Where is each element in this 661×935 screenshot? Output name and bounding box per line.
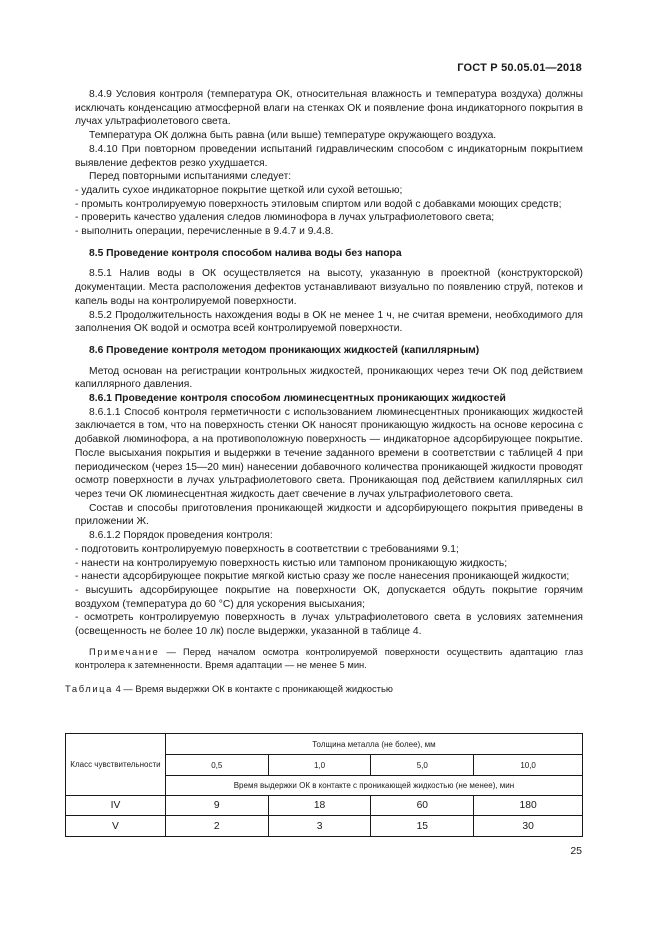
table-header-class: Класс чувствительности	[66, 734, 166, 796]
table-caption-text: 4 — Время выдержки ОК в контакте с проникающей жидкостью	[112, 682, 393, 694]
table-row	[66, 796, 583, 816]
paragraph-8-6: Метод основан на регистрации контрольных жидкостей, проникающих через течи ОК под действием капиллярного давления.	[75, 365, 583, 391]
table-cell: 60	[371, 796, 474, 816]
paragraph-temperature: Температура ОК должна быть равна (или выше) температуре окружающего воздуха.	[89, 130, 497, 142]
table-header-time: Время выдержки ОК в контакте с проникающей жидкостью (не менее), мин	[165, 776, 582, 796]
table-cell: 180	[474, 796, 583, 816]
list-item: - промыть контролируемую поверхность этиловым спиртом или водой с добавками моющих средств;	[75, 198, 562, 210]
table-cell-class: V	[66, 816, 166, 837]
list-item: - подготовить контролируемую поверхность в соответствии с требованиями 9.1;	[75, 543, 459, 555]
list-item: - осмотреть контролируемую поверхность в лучах ультрафиолетового света в условиях затемнения (освещенность не более 10 лк) после выдержки, указанной в таблице 4.	[75, 612, 583, 638]
note-label: Примечание	[89, 645, 160, 657]
table-cell: 18	[268, 796, 371, 816]
table-cell: 30	[474, 816, 583, 837]
list-item: - проверить качество удаления следов люминофора в лучах ультрафиолетового света;	[75, 212, 495, 224]
table-row	[66, 816, 583, 837]
table-caption	[65, 682, 583, 696]
list-item: - нанести адсорбирующее покрытие мягкой кистью сразу же после нанесения проникающей жидкости;	[75, 571, 570, 583]
table-cell: 3	[268, 816, 371, 837]
paragraph-composition: Состав и способы приготовления проникающей жидкости и адсорбирующего покрытия приведены в приложении Ж.	[75, 502, 583, 528]
list-item: - выполнить операции, перечисленные в 9.4.7 и 9.4.8.	[75, 226, 334, 238]
paragraph-8-5-1: 8.5.1 Налив воды в ОК осуществляется на высоту, указанную в проектной (конструкторской) документации. Места расположения дефектов устанавливают визуально по появлению струй, потеков и капель воды на контролируемой поверхности.	[75, 268, 583, 307]
paragraph-8-4-9: 8.4.9 Условия контроля (температура ОК, относительная влажность и температура воздуха) должны исключать конденсацию атмосферной влаги на стенках ОК и появление фона индикаторного покрытия в лучах ультрафиолетового света.	[75, 89, 583, 128]
paragraph-before-repeat: Перед повторными испытаниями следует:	[89, 171, 292, 183]
paragraph-8-5-2: 8.5.2 Продолжительность нахождения воды в ОК не менее 1 ч, не считая времени, необходимого для заполнения ОК водой и осмотра всей контролируемой поверхности.	[75, 309, 583, 335]
table-cell-class: IV	[66, 796, 166, 816]
table-cell: 2	[165, 816, 268, 837]
exposure-time-table	[65, 733, 583, 837]
table-thickness-cell: 0,5	[165, 755, 268, 776]
paragraph-8-6-1-1: 8.6.1.1 Способ контроля герметичности с использованием люминесцентных проникающих жидкостей заключается в том, что на поверхность стенки ОК наносят проникающую жидкость на основе керосина с добавкой люминофора, а на противоположную поверхность — индикаторное адсорбирующее покрытие. После высыхания покрытия и выдержки в течение заданного времени в соответствии с таблицей 4 при периодическом (через 15—20 мин) нанесении добавочного количества проникающей жидкости проводят осмотр поверхности в лучах ультрафиолетового света. Проникающая под действием капиллярных сил через течи ОК люминесцентная жидкость дает свечение в лучах ультрафиолетового света.	[75, 406, 583, 500]
list-item: - нанести на контролируемую поверхность кистью или тампоном проникающую жидкость;	[75, 557, 508, 569]
list-item: - удалить сухое индикаторное покрытие щеткой или сухой ветошью;	[75, 184, 403, 196]
document-body	[65, 88, 583, 705]
table-thickness-cell: 10,0	[474, 755, 583, 776]
list-item: - высушить адсорбирующее покрытие на поверхности ОК, допускается обдуть покрытие горячим воздухом (температура до 60 °С) для ускорения высыхания;	[75, 584, 583, 610]
paragraph-8-4-10: 8.4.10 При повторном проведении испытаний гидравлическим способом с индикаторным покрытием выявление дефектов резко ухудшается.	[75, 143, 583, 169]
table-thickness-cell: 5,0	[371, 755, 474, 776]
table-cell: 9	[165, 796, 268, 816]
note-text: — Перед началом осмотра контролируемой поверхности осуществить адаптацию глаз контролера к затемненности. Время адаптации — не менее 5 мин.	[75, 645, 583, 670]
table-caption-label: Таблица	[65, 682, 113, 694]
page-number: 25	[570, 845, 582, 857]
table-cell: 15	[371, 816, 474, 837]
standard-code-header: ГОСТ Р 50.05.01—2018	[457, 62, 582, 74]
section-heading-8-6-1: 8.6.1 Проведение контроля способом люминесцентных проникающих жидкостей	[89, 393, 506, 405]
table-thickness-cell: 1,0	[268, 755, 371, 776]
table-header-thickness: Толщина металла (не более), мм	[165, 734, 582, 755]
section-heading-8-5: 8.5 Проведение контроля способом налива воды без напора	[89, 247, 402, 259]
paragraph-8-6-1-2: 8.6.1.2 Порядок проведения контроля:	[89, 530, 273, 542]
section-heading-8-6: 8.6 Проведение контроля методом проникающих жидкостей (капиллярным)	[89, 344, 480, 356]
note	[75, 645, 583, 671]
